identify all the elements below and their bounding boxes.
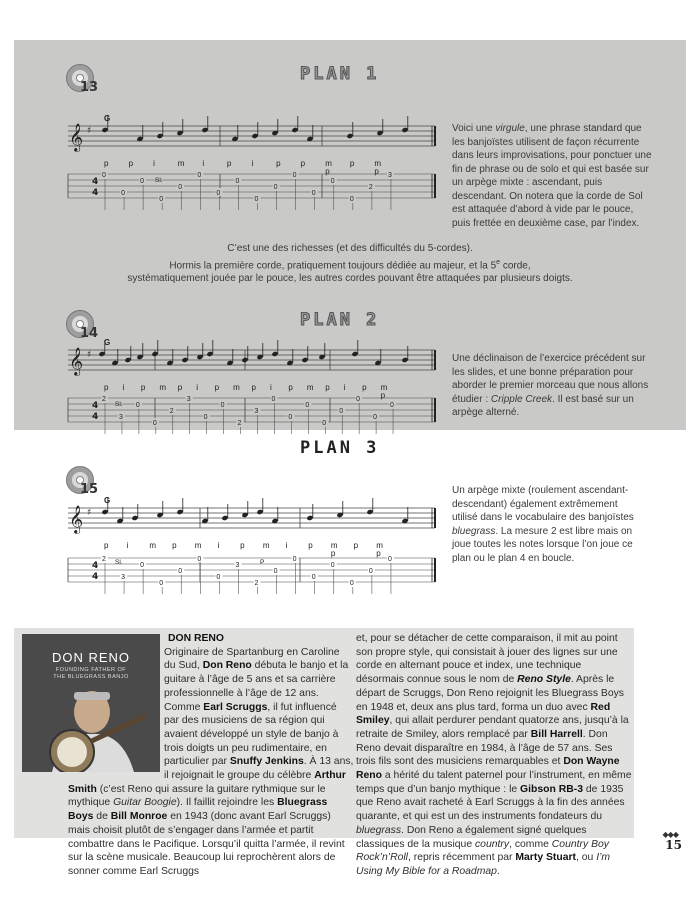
tab-number: 0: [273, 568, 278, 575]
tab-number: 0: [349, 580, 354, 587]
bio-run: Red Smiley: [356, 701, 611, 727]
fingering-label: m: [380, 383, 388, 392]
cd-track-number: 13: [80, 80, 99, 95]
bio-run: et, pour se détacher de cette comparaison, il mit au point son propre style, qui consistait à jouer des lignes sur une corde en alternant pouce et index, une technique désormais connue sous le nom de: [356, 633, 618, 686]
bio-run: . Après le départ de Scruggs, Don Reno rejoignit les Bluegrass Boys en 1948 et, deux ans plus tard, forma un duo avec: [356, 674, 624, 713]
chord-symbol: G: [104, 338, 111, 347]
tab-number: 0: [356, 396, 361, 403]
treble-clef-icon: 𝄞: [69, 347, 84, 375]
key-signature-sharp: ♯: [87, 508, 92, 518]
plan-3-description: [452, 484, 642, 565]
bio-run: ). Il faillit rejoindre les: [176, 797, 278, 809]
key-signature-sharp: ♯: [87, 126, 92, 136]
plan-2-score: [60, 336, 440, 436]
time-signature-top: 4: [92, 401, 99, 411]
bio-run: Gibson RB-3: [520, 783, 583, 795]
page-ornament: ◆◆◆: [662, 830, 678, 839]
fingering-label: p: [128, 159, 134, 168]
bio-run: en 1943 (donc avant Earl Scruggs) mais choisit plutôt de s’engager dans l’armée et partit combattre dans le Pacifique. Lorsqu’il quitta l’armée, il revint sur la scène musicale. Beaucoup lui reprochèrent alors de sonner comme Earl Scruggs: [68, 811, 345, 877]
tab-number: 0: [339, 408, 344, 415]
fingering-label: m: [233, 383, 240, 392]
fingering-label: p: [276, 159, 281, 168]
album-subtitle-1: FOUNDING FATHER OF: [55, 667, 127, 673]
bio-run: , repris récemment par: [407, 852, 516, 864]
tab-number: 0: [121, 190, 125, 197]
fingering-label: p: [349, 159, 355, 168]
fingering-label: i: [202, 159, 205, 168]
tab-number: 0: [368, 568, 373, 575]
tab-number: 2: [169, 408, 174, 415]
tab-number: 2: [102, 556, 106, 563]
bio-run: débuta le banjo et la guitare à l’âge de 5 ans et sa carrière professionnelle à l’âge de 12 ans. Comme: [164, 660, 349, 713]
tab-number: 3: [387, 172, 392, 179]
note-line-2: [80, 256, 620, 273]
bio-run: I’m Using My Bible for a Roadmap: [356, 852, 611, 877]
fingering-label: m: [330, 541, 338, 550]
tab-number: 0: [178, 184, 183, 191]
fingering-label: i: [269, 383, 272, 392]
cd-track-number: 14: [80, 326, 99, 341]
chord-symbol: G: [104, 114, 111, 123]
bio-run: , ou: [576, 852, 597, 864]
bio-run: bluegrass: [356, 824, 402, 836]
plan-1-text-em: virgule: [495, 123, 525, 134]
bio-run: Bill Monroe: [110, 811, 168, 823]
fingering-label: p: [226, 159, 232, 168]
tab-number: 0: [197, 172, 202, 179]
plan-3-text-em: bluegrass: [452, 525, 496, 537]
bio-run: Don Wayne Reno: [356, 756, 620, 782]
tab-number: 0: [102, 172, 106, 179]
tab-number: 0: [216, 190, 221, 197]
plan-2-text-em: Cripple Creek: [490, 393, 553, 405]
bio-run: . Don Reno a également signé quelques classiques de la musique: [356, 824, 587, 850]
album-title: DON RENO: [51, 650, 131, 665]
fingering-label: p: [104, 541, 109, 550]
fingering-label: p: [374, 167, 379, 176]
bio-run: Reno Style: [517, 674, 571, 686]
chord-symbol: G: [104, 496, 111, 505]
tab-number: 0: [159, 580, 164, 587]
bio-run: Bill Harrell: [530, 728, 583, 740]
fingering-label: p: [104, 159, 109, 168]
bio-run: .: [496, 865, 500, 877]
fingering-label: p: [325, 383, 330, 392]
fingering-label: i: [126, 541, 129, 550]
plan-1-title: PLAN 1: [300, 64, 380, 84]
plan-2-text-a: Une déclinaison de l’exercice précédent sur les slides, et une bonne préparation pour aborder le premier morceau que nous allons étudier :: [452, 353, 649, 405]
tab-number: 2: [368, 184, 373, 191]
note-line-2-b: corde,: [500, 259, 531, 271]
fingering-label: p: [300, 159, 306, 168]
bio-run: . Don Reno devait disparaître en 1984, à l’âge de 57 ans. Ses trois fils sont des musiciens remarquables et: [356, 728, 613, 768]
fingering-label: i: [153, 159, 155, 168]
slide-label: Sl.: [155, 177, 163, 184]
note-line-1: C’est une des richesses (et des difficultés du 5-cordes).: [227, 243, 473, 254]
tab-number: 3: [118, 414, 123, 421]
plan-1-score: [60, 112, 440, 212]
tab-number: 0: [349, 196, 354, 203]
fingering-label: m: [325, 159, 332, 168]
bio-run: , il fut influencé par des musiciens de sa région qui avaient développé un style de banjo à trois doigts un peu rudimentaire, en particulier par: [164, 701, 339, 768]
tab-number: 0: [216, 574, 221, 581]
tab-number: 3: [235, 562, 240, 569]
tab-number: 3: [186, 396, 191, 403]
plan-1-note: [80, 242, 620, 286]
tab-number: 0: [178, 568, 183, 575]
tab-number: 0: [135, 402, 140, 409]
fingering-label: m: [194, 541, 202, 550]
fingering-label: i: [122, 383, 125, 392]
plan-1-text-a: Voici une: [452, 123, 496, 134]
plan-2-text-b: . Il est basé sur un arpège alterné.: [452, 393, 634, 418]
fingering-label: p: [288, 383, 293, 392]
tab-number: 0: [159, 196, 164, 203]
fingering-label: m: [149, 541, 157, 550]
bio-run: Marty Stuart: [515, 852, 576, 864]
bio-run: , qui allait perdurer pendant quatorze ans, jusqu’à la retraite de Smiley, alors remplacé par: [356, 715, 629, 740]
bio-run: Bluegrass Boys: [68, 797, 328, 823]
bio-run: Snuffy Jenkins: [229, 756, 304, 768]
tab-number: 0: [292, 172, 297, 179]
bio-run: Arthur Smith: [68, 770, 346, 795]
time-signature-top: 4: [92, 177, 99, 187]
bio-run: de: [93, 811, 111, 823]
tab-number: 0: [311, 574, 316, 581]
bio-run: country: [474, 838, 510, 850]
tab-number: 0: [322, 420, 327, 427]
fingering-label: p: [140, 383, 146, 392]
cd-track-number: 15: [80, 482, 99, 497]
tab-number: 0: [220, 402, 225, 409]
time-signature-bottom: 4: [92, 412, 99, 422]
fingering-label: m: [306, 383, 314, 392]
note-line-2-a: Hormis la première corde, pratiquement toujours dédiée au majeur, et la 5: [169, 259, 497, 271]
treble-clef-icon: 𝄞: [69, 123, 84, 151]
tab-number: 3: [121, 574, 125, 581]
bio-run: Country Boy Rock’n’Roll: [356, 838, 609, 864]
bio-run: a hérité du talent paternel pour l’instrument, en même temps que d’un banjo mythique : le: [356, 770, 632, 795]
plan-1-description: [452, 122, 652, 230]
tab-number: 0: [254, 196, 259, 203]
fingering-label: i: [196, 383, 198, 392]
tab-number: 0: [271, 396, 276, 403]
fingering-label: m: [177, 159, 185, 168]
bio-run: Guitar Boogie: [113, 797, 177, 809]
note-line-3: systématiquement jouée par le pouce, les autres cordes pouvant être attaquées par plusieurs doigts.: [127, 273, 573, 285]
page-number: 15: [665, 838, 682, 852]
bio-run: Earl Scruggs: [203, 701, 268, 713]
bio-run: . À 13 ans, il rejoignait le groupe du célèbre: [164, 756, 354, 782]
plan-2-title: PLAN 2: [300, 310, 380, 330]
tab-number: 0: [140, 178, 145, 185]
plan-3-text-b: . La mesure 2 est libre mais on joue toutes les notes lorsque l’on joue ce plan ou le plan 4 en boucle.: [452, 525, 633, 564]
bio-run: [517, 674, 571, 685]
tab-number: 0: [373, 414, 378, 421]
tab-number: 2: [237, 420, 242, 427]
tab-number: 0: [203, 414, 208, 421]
slide-label: Sl.: [115, 559, 123, 566]
note-line-2-sup: e: [496, 258, 501, 266]
tab-number: 0: [235, 178, 240, 185]
fingering-label: i: [343, 383, 346, 392]
fingering-label: i: [217, 541, 220, 550]
bio-column-2: [356, 632, 632, 879]
fingering-label: p: [172, 541, 177, 550]
tab-number: 0: [387, 556, 392, 563]
fingering-label: p: [308, 541, 313, 550]
fingering-label: p: [240, 541, 245, 550]
fingering-label: p: [214, 383, 220, 392]
fingering-label: i: [251, 159, 254, 168]
fingering-label: m: [376, 541, 383, 550]
tab-number: 0: [390, 402, 394, 409]
tab-number: 2: [254, 580, 259, 587]
fingering-label: m: [262, 541, 270, 550]
fingering-label: i: [285, 541, 288, 550]
album-subtitle-2: THE BLUEGRASS BANJO: [53, 674, 129, 680]
bio-heading: DON RENO: [168, 633, 224, 644]
plan-1-text-b: , une phrase standard que les banjoïstes utilisent de façon récurrente dans leurs improvisations, pour ponctuer une fin de phrase ou de solo et qui est basée sur un arpège mixte : ascendant, puis descendant. On notera que la corde de Sol est attaquée d’abord à vide par le pouce, puis frettée en deuxième case, par l’index.: [452, 123, 652, 229]
tab-number: 0: [273, 184, 278, 191]
tab-number: 0: [288, 414, 293, 421]
bio-run: Don Reno: [202, 660, 252, 672]
pull-off-label: P: [260, 559, 265, 566]
fingering-label: m: [159, 383, 166, 392]
time-signature-bottom: 4: [92, 572, 99, 582]
time-signature-bottom: 4: [92, 188, 99, 198]
treble-clef-icon: 𝄞: [69, 505, 84, 533]
fingering-label: p: [362, 383, 367, 392]
plan-2-description: [452, 352, 657, 420]
fingering-label: p: [330, 549, 336, 558]
fingering-label: p: [251, 383, 256, 392]
fingering-label: m: [374, 159, 382, 168]
tab-number: 0: [152, 420, 157, 427]
slide-label: Sl.: [115, 401, 123, 408]
bio-column-1: [68, 632, 354, 879]
bio-run: (c’est Reno qui assure la guitare rythmique sur le mythique: [68, 783, 326, 809]
fingering-label: p: [353, 541, 359, 550]
time-signature-top: 4: [92, 561, 99, 571]
plan-3-title: PLAN 3: [300, 438, 380, 458]
plan-3-score: [60, 496, 440, 596]
tab-number: 3: [254, 408, 259, 415]
plan-3-text-a: Un arpège mixte (roulement ascendant-descendant) également extrêmement utilisé dans le vocabulaire des banjoïstes: [452, 485, 634, 523]
tab-number: 0: [330, 178, 335, 185]
fingering-label: p: [376, 549, 381, 558]
bio-run: , comme: [509, 838, 552, 850]
bio-run: de 1935 que Reno avait racheté à Earl Scruggs à la fin des années quarante, et qui est un des instruments fondateurs du: [356, 783, 625, 823]
fingering-label: p: [104, 383, 109, 392]
tab-number: 0: [140, 562, 145, 569]
tab-number: 0: [292, 556, 297, 563]
tab-number: 0: [305, 402, 310, 409]
tab-number: 2: [102, 396, 106, 403]
fingering-label: p: [380, 391, 386, 400]
tab-number: 0: [330, 562, 335, 569]
tab-number: 0: [197, 556, 202, 563]
fingering-label: p: [177, 383, 183, 392]
fingering-label: p: [325, 167, 330, 176]
bio-run: Originaire de Spartanburg en Caroline du Sud,: [164, 646, 340, 672]
key-signature-sharp: ♯: [87, 350, 92, 360]
tab-number: 0: [311, 190, 316, 197]
